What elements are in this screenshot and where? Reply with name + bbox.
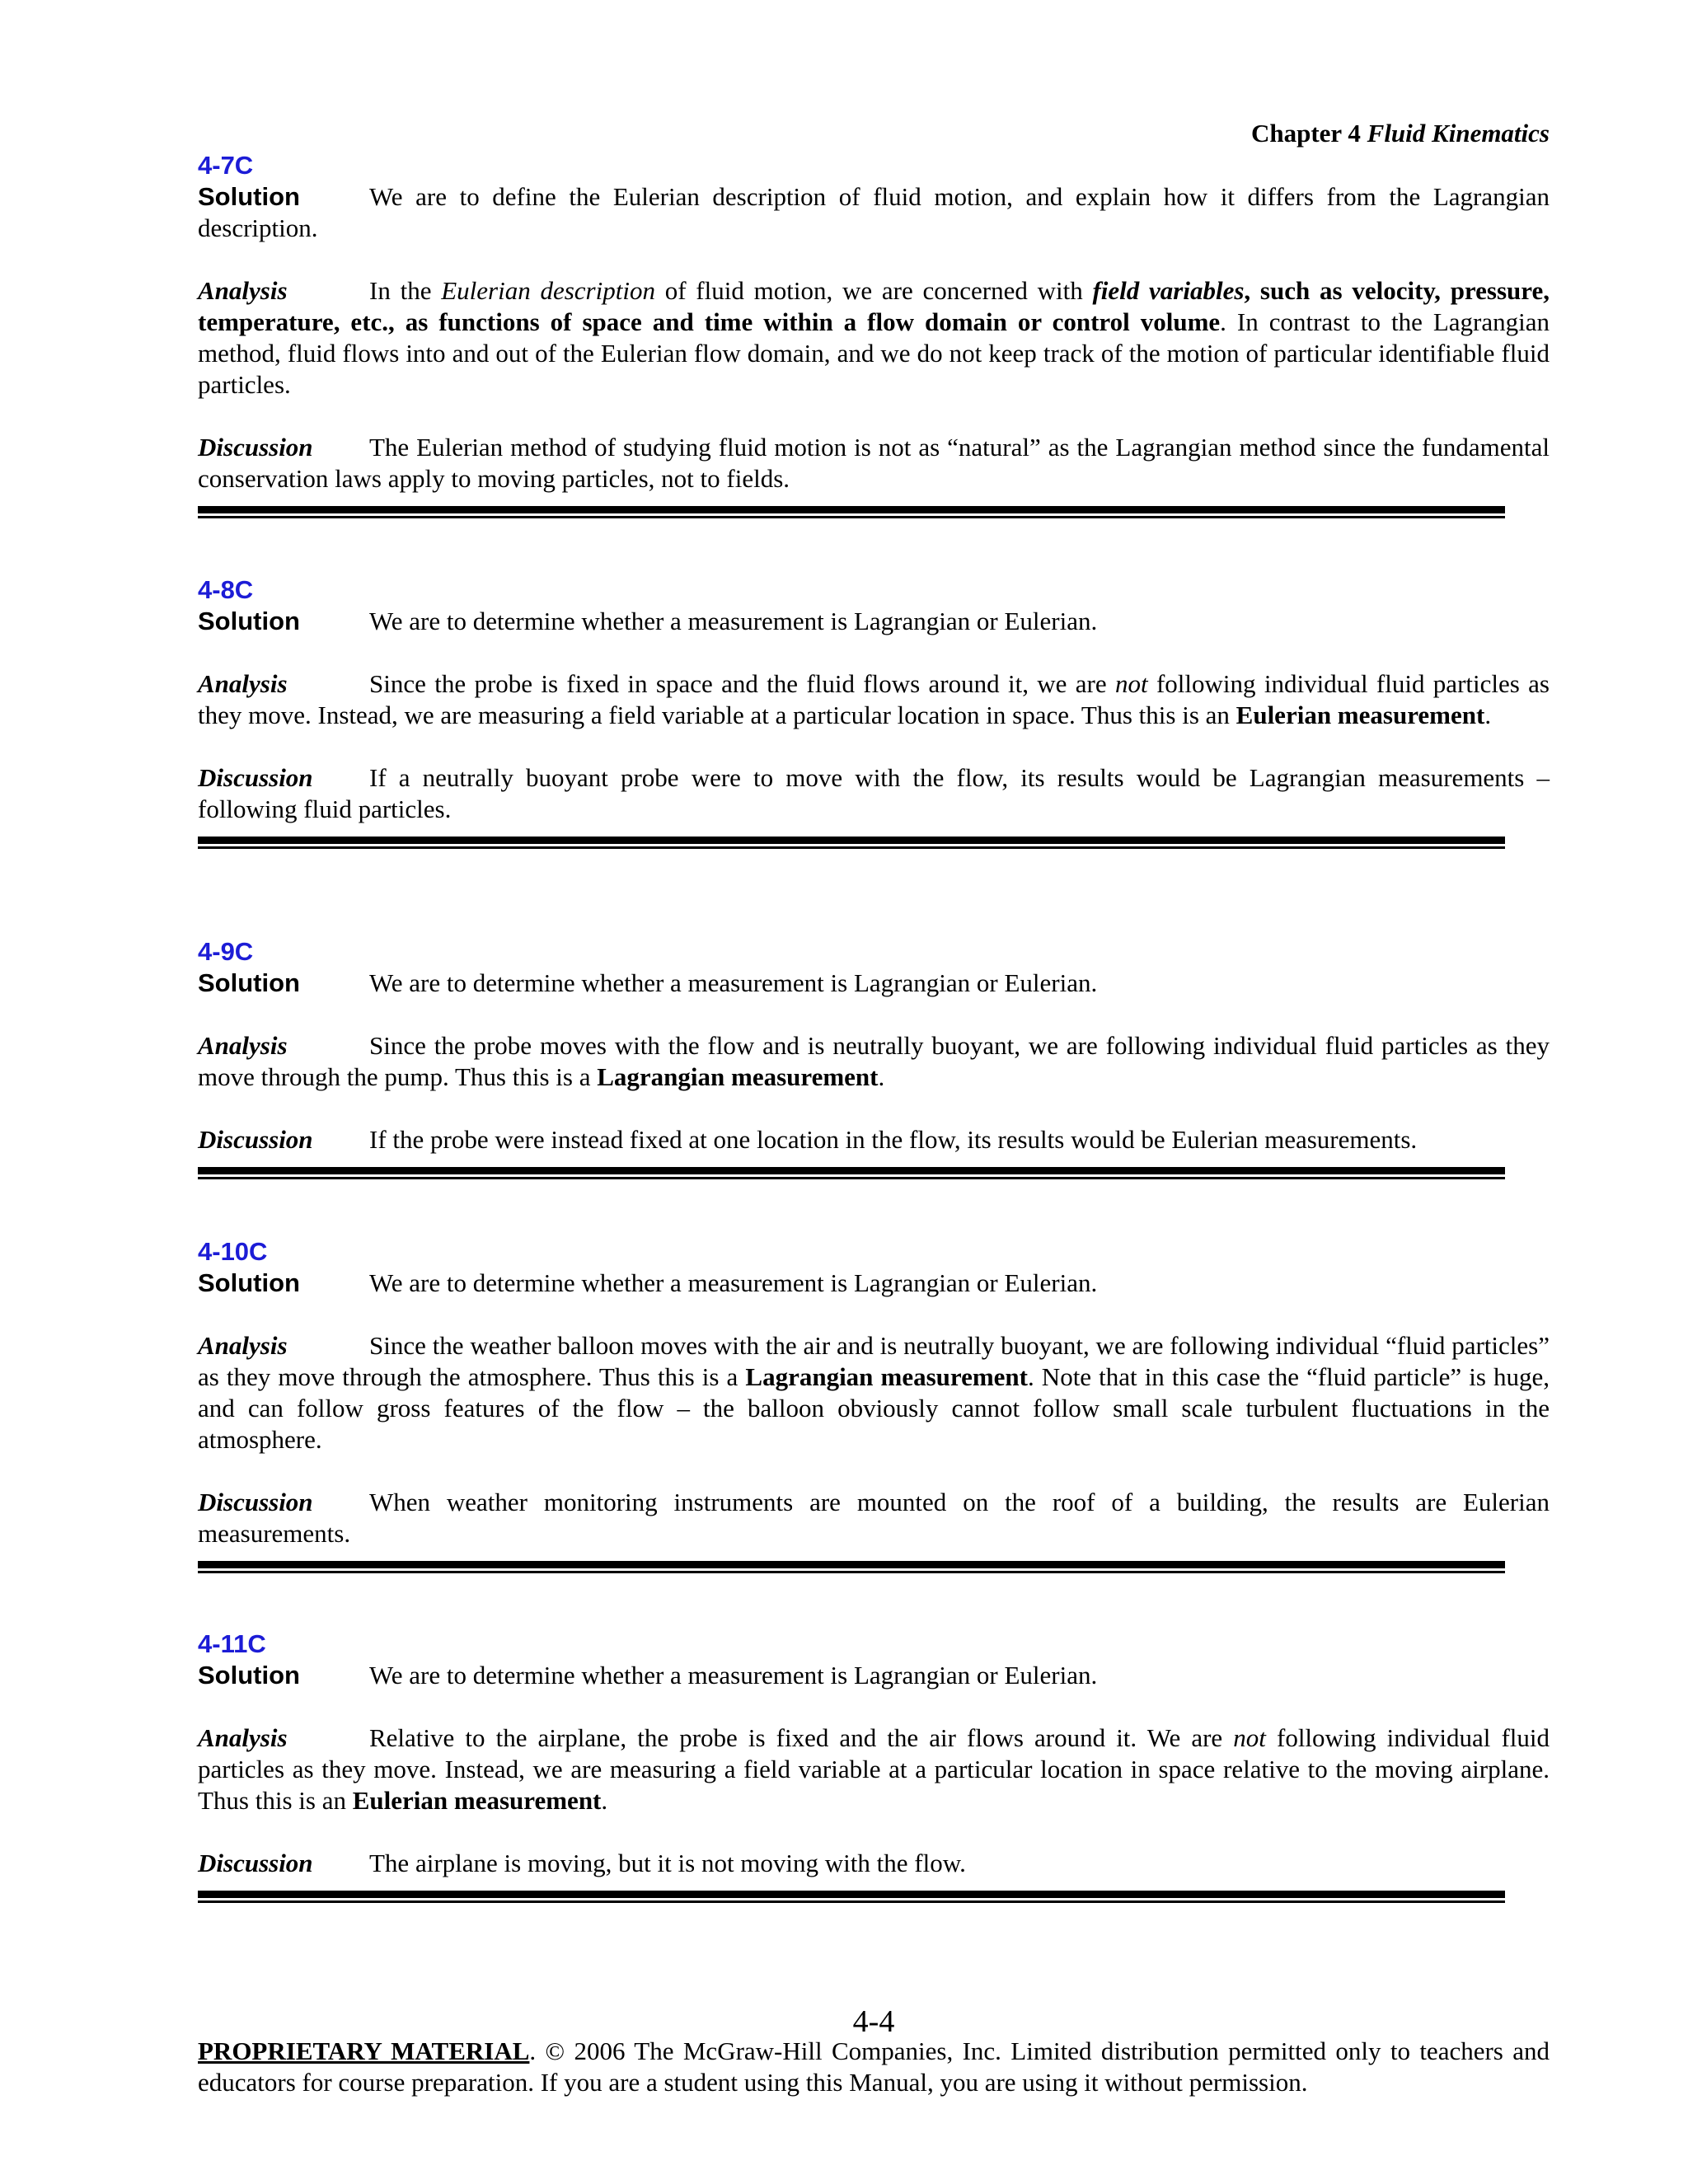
solution-paragraph xyxy=(198,1660,1550,1691)
solution-paragraph xyxy=(198,606,1550,637)
discussion-label: Discussion xyxy=(198,433,313,462)
discussion-label: Discussion xyxy=(198,763,313,792)
problem-4-11c xyxy=(198,1629,1550,1903)
analysis-label: Analysis xyxy=(198,276,288,305)
solution-label: Solution xyxy=(198,1268,300,1297)
solution-label: Solution xyxy=(198,182,300,211)
solution-text: We are to determine whether a measurement is Lagrangian or Eulerian. xyxy=(369,1661,1098,1690)
discussion-paragraph xyxy=(198,1124,1550,1155)
section-divider xyxy=(198,1891,1505,1903)
discussion-text: If the probe were instead fixed at one location in the flow, its results would be Eulerian measurements. xyxy=(369,1125,1418,1154)
problem-id: 4-9C xyxy=(198,937,254,966)
problem-4-8c xyxy=(198,574,1550,849)
chapter-header xyxy=(198,115,1550,152)
discussion-paragraph xyxy=(198,1487,1550,1549)
analysis-label: Analysis xyxy=(198,669,288,698)
page-number: 4-4 xyxy=(852,2004,895,2039)
discussion-text: The airplane is moving, but it is not moving with the flow. xyxy=(369,1849,966,1877)
section-divider xyxy=(198,1561,1505,1573)
problem-id: 4-8C xyxy=(198,575,254,604)
solution-label: Solution xyxy=(198,1661,300,1690)
chapter-label: Chapter 4 xyxy=(1250,119,1361,148)
discussion-label: Discussion xyxy=(198,1125,313,1154)
solution-text: We are to determine whether a measurement is Lagrangian or Eulerian. xyxy=(369,607,1098,635)
solution-paragraph xyxy=(198,181,1550,244)
solution-label: Solution xyxy=(198,607,300,635)
problem-4-9c xyxy=(198,936,1550,1179)
problem-id: 4-10C xyxy=(198,1237,268,1266)
problem-id: 4-11C xyxy=(198,1629,266,1658)
solution-label: Solution xyxy=(198,968,300,997)
problem-4-10c xyxy=(198,1236,1550,1573)
solution-text: We are to define the Eulerian description of fluid motion, and explain how it differs from the Lagrangian description. xyxy=(198,182,1550,242)
problem-4-7c xyxy=(198,150,1550,518)
solution-text: We are to determine whether a measurement is Lagrangian or Eulerian. xyxy=(369,968,1098,997)
discussion-paragraph xyxy=(198,762,1550,825)
section-divider xyxy=(198,506,1505,518)
problem-id: 4-7C xyxy=(198,151,254,180)
analysis-label: Analysis xyxy=(198,1331,288,1360)
section-divider xyxy=(198,1167,1505,1179)
discussion-label: Discussion xyxy=(198,1849,313,1877)
copyright-footer xyxy=(198,2036,1550,2098)
discussion-text: When weather monitoring instruments are mounted on the roof of a building, the results are Eulerian measurements. xyxy=(198,1488,1550,1548)
section-divider xyxy=(198,837,1505,849)
analysis-label: Analysis xyxy=(198,1031,288,1060)
discussion-paragraph xyxy=(198,1848,1550,1879)
analysis-paragraph: Analysis In the Eulerian description of fluid motion, we are concerned with field variables, such as velocity, pressure, temperature, etc., as functions of space and time within a flow domain or control volume. In contrast to the Lagrangian method, fluid flows into and out of the Eulerian flow domain, and we do not keep track of the motion of particular identifiable fluid particles. xyxy=(198,276,1550,399)
proprietary-label: PROPRIETARY MATERIAL xyxy=(198,2036,530,2065)
analysis-paragraph: Analysis Since the probe moves with the flow and is neutrally buoyant, we are following individual fluid particles as they move through the pump. Thus this is a Lagrangian measurement. xyxy=(198,1031,1550,1091)
analysis-label: Analysis xyxy=(198,1723,288,1752)
solution-text: We are to determine whether a measurement is Lagrangian or Eulerian. xyxy=(369,1268,1098,1297)
solution-paragraph xyxy=(198,968,1550,999)
discussion-text: The Eulerian method of studying fluid motion is not as “natural” as the Lagrangian method since the fundamental conservation laws apply to moving particles, not to fields. xyxy=(198,433,1550,493)
analysis-paragraph: Analysis Since the weather balloon moves with the air and is neutrally buoyant, we are following individual “fluid particles” as they move through the atmosphere. Thus this is a Lagrangian measurement. Note that in this case the “fluid particle” is huge, and can follow gross features of the flow – the balloon obviously cannot follow small scale turbulent fluctuations in the atmosphere. xyxy=(198,1331,1550,1454)
analysis-paragraph: Analysis Relative to the airplane, the probe is fixed and the air flows around it. We are not following individual fluid particles as they move. Instead, we are measuring a field variable at a particular location in space relative to the moving airplane. Thus this is an Eulerian measurement. xyxy=(198,1723,1550,1815)
discussion-text: If a neutrally buoyant probe were to move with the flow, its results would be Lagrangian measurements – following fluid particles. xyxy=(198,763,1550,823)
footer-text: . © 2006 The McGraw-Hill Companies, Inc. Limited distribution permitted only to teachers and educators for course preparation. If you are a student using this Manual, you are using it without permission. xyxy=(198,2036,1550,2097)
discussion-label: Discussion xyxy=(198,1488,313,1516)
discussion-paragraph xyxy=(198,432,1550,494)
analysis-paragraph: Analysis Since the probe is fixed in space and the fluid flows around it, we are not following individual fluid particles as they move. Instead, we are measuring a field variable at a particular location in space. Thus this is an Eulerian measurement. xyxy=(198,669,1550,729)
chapter-title: Fluid Kinematics xyxy=(1367,119,1550,148)
solution-paragraph xyxy=(198,1268,1550,1299)
